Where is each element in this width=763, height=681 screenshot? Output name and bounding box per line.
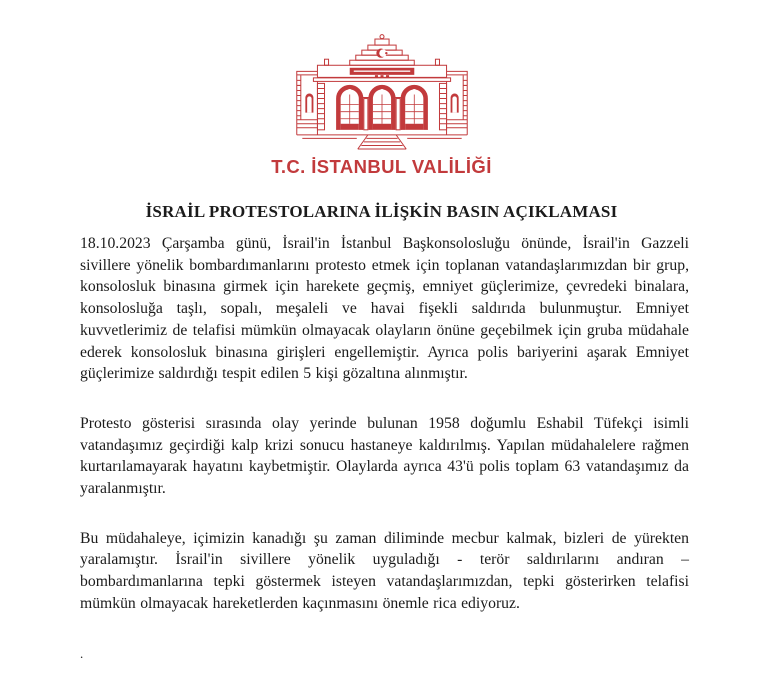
arched-windows	[336, 85, 427, 129]
paragraph-casualties: Protesto gösterisi sırasında olay yerinde bulunan 1958 doğumlu Eshabil Tüfekçi isimli vatandaşımız geçirdiği kalp krizi sonucu hastaneye kaldırılmış. Yapılan müdahalelere rağmen kurtarılamayarak hayatını kaybetmiştir. Olaylarda ayrıca 43'ü polis toplam 63 vatandaşımız da yaralanmıştır.	[80, 414, 689, 498]
page-title: İSRAİL PROTESTOLARINA İLİŞKİN BASIN AÇIKLAMASI	[145, 202, 618, 221]
right-wing	[446, 71, 467, 135]
entrance-steps	[357, 135, 405, 149]
logo-wordmark: T.C. İSTANBUL VALİLİĞİ	[271, 156, 492, 177]
paragraph-incident: 18.10.2023 Çarşamba günü, İsrail'in İstanbul Başkonsolosluğu önünde, İsrail'in Gazzeli sivillere yönelik bombardımanlarını protesto etmek için toplanan vatandaşlarımızdan bir grup, konsolosluk binasına girmek için harekete geçmiş, emniyet güçlerimize, çevredeki binalara, konsolosluğa taşlı, sopalı, meşaleli ve havai fişekli saldırıda bulunmuştur. Emniyet kuvvetlerimiz de telafisi mümkün olmayacak olayların önüne geçebilmek için gruba müdahale ederek konsolosluk binasına girişleri engellemiştir. Ayrıca polis bariyerini aşarak Emniyet güçlerimize saldırdığı tespit edilen 5 kişi gözaltına alınmıştır.	[80, 235, 689, 383]
name-plaque	[317, 65, 446, 77]
letterhead	[0, 0, 763, 178]
footnote-dot: .	[80, 645, 84, 661]
paragraph-appeal: Bu müdahaleye, içimizin kanadığı şu zaman diliminde mecbur kalmak, bizleri de yürekten yaralamıştır. İsrail'in sivillere yönelik uyguladığı - terör saldırılarını andıran – bombardımanlarına tepki göstermek isteyen vatandaşlarımızdan, tepki gösterirken telafisi mümkün olmayacak hareketlerden kaçınmasını önemle rica ediyoruz.	[80, 529, 689, 612]
left-wing	[296, 71, 317, 135]
document-body	[0, 233, 763, 664]
government-building-icon	[296, 34, 468, 151]
